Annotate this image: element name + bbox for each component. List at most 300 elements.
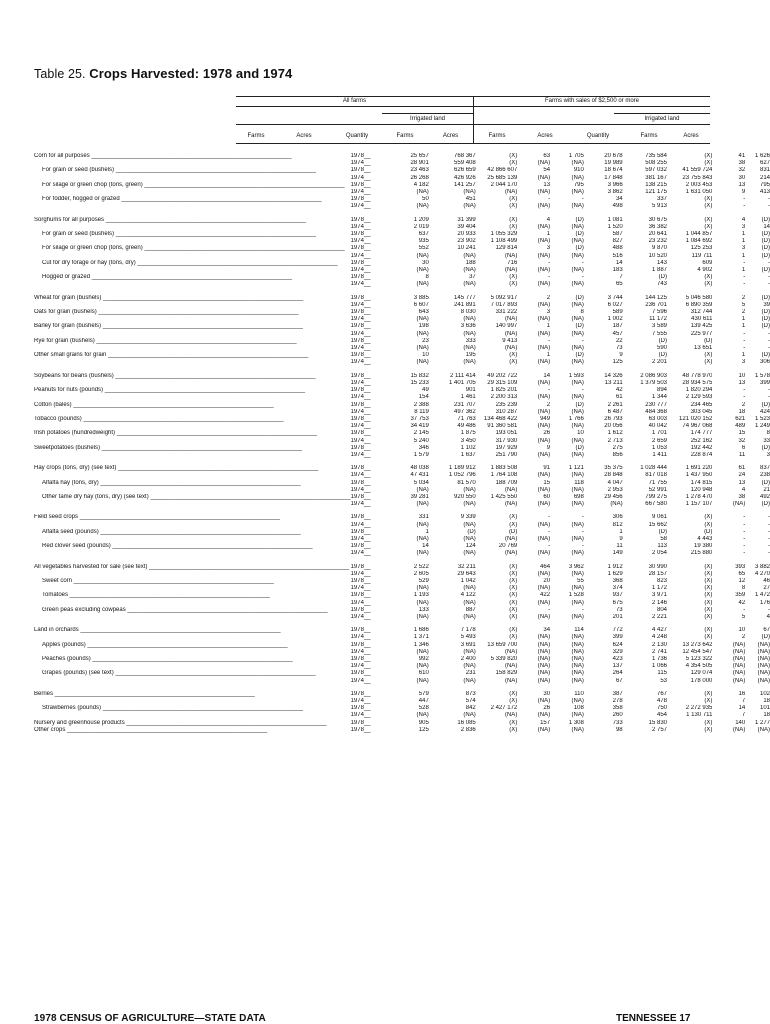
table-cell: 30	[422, 259, 429, 266]
table-cell: 1 825 201	[490, 387, 518, 394]
table-cell: 387	[612, 690, 623, 697]
table-cell: (NA)	[537, 521, 551, 528]
table-cell: (D)	[575, 352, 584, 359]
table-cell: 13	[738, 479, 746, 486]
row-label	[34, 494, 351, 501]
row-label-text: Hay crops (tons, dry) (see text)	[34, 465, 117, 472]
table-cell: -	[743, 330, 746, 337]
table-heading: Crops Harvested: 1978 and 1974	[89, 66, 293, 81]
table-cell: 38	[738, 493, 746, 500]
table-cell: 574	[465, 698, 476, 705]
table-cell: 1 626	[754, 153, 770, 159]
table-cell: (NA)	[571, 641, 584, 648]
table-row	[34, 465, 770, 472]
dot-leader: ____________________________________________________________	[85, 641, 288, 648]
row-label	[34, 578, 351, 585]
table-cell: (D)	[761, 267, 770, 274]
row-label	[34, 423, 351, 430]
row-label	[34, 231, 351, 238]
table-cell: -	[743, 394, 746, 401]
table-cell: 905	[418, 719, 429, 726]
table-cell: 698	[573, 493, 584, 500]
table-cell: 15 832	[410, 372, 429, 379]
table-row	[34, 536, 770, 543]
row-year: 1974__	[350, 189, 371, 196]
table-cell: 29 456	[604, 493, 623, 500]
table-cell: (NA)	[571, 599, 584, 606]
table-cell: (NA)	[416, 281, 429, 288]
table-cell: 214	[759, 174, 770, 181]
table-cell: (NA)	[571, 203, 584, 210]
table-cell: (X)	[704, 160, 713, 167]
dot-leader: ____________________________________________________________	[113, 372, 316, 379]
table-cell: (NA)	[463, 712, 476, 719]
table-cell: (NA)	[537, 281, 551, 288]
table-cell: 13 659 700	[487, 641, 518, 648]
table-cell: 4	[766, 613, 770, 620]
table-cell: 10	[738, 372, 746, 379]
row-year: 1974__	[350, 599, 371, 606]
row-year: 1978__	[350, 577, 371, 584]
table-cell: 579	[418, 690, 429, 697]
row-year: 1978__	[350, 274, 371, 281]
table-cell: (NA)	[571, 634, 584, 641]
table-cell: 1 411	[652, 451, 667, 458]
table-cell: (NA)	[571, 423, 584, 430]
table-cell: (X)	[704, 359, 713, 366]
table-cell: 5 092 917	[490, 294, 518, 301]
row-label	[34, 656, 351, 663]
dot-leader: ____________________________________________________________	[106, 352, 309, 359]
table-cell: 1	[425, 528, 429, 535]
row-label	[34, 281, 351, 288]
row-year: 1978__	[350, 705, 371, 712]
table-cell: (X)	[704, 613, 713, 620]
table-cell: 13	[738, 181, 746, 188]
table-cell: 3 971	[651, 592, 667, 599]
table-cell: 74 967 068	[682, 423, 713, 430]
table-cell: (X)	[704, 627, 713, 634]
table-cell: 1 028 444	[640, 465, 667, 472]
row-year: 1974__	[350, 252, 371, 259]
row-label	[34, 182, 351, 189]
table-cell: (NA)	[463, 281, 476, 288]
row-label	[34, 712, 351, 719]
table-cell: 454	[656, 712, 667, 719]
table-cell: (D)	[467, 528, 476, 535]
table-cell: 424	[759, 408, 770, 415]
row-year: 1974__	[350, 663, 371, 670]
table-cell: 7	[741, 698, 746, 705]
row-label	[34, 550, 351, 557]
row-year: 1974__	[350, 316, 371, 323]
table-cell: 4 248	[651, 634, 667, 641]
table-cell: 1 379 503	[640, 379, 667, 386]
table-cell: 1	[546, 352, 551, 359]
row-year: 1978__	[350, 231, 371, 238]
table-cell: 234 465	[690, 401, 713, 408]
row-label	[34, 438, 351, 445]
table-cell: 795	[759, 181, 770, 188]
table-cell: (NA)	[416, 712, 429, 719]
table-cell: 559 408	[454, 160, 476, 167]
table-cell: (NA)	[571, 379, 584, 386]
table-cell: -	[548, 387, 551, 394]
row-label	[34, 203, 351, 210]
table-cell: (NA)	[504, 712, 518, 719]
table-cell: 1 593	[568, 372, 584, 379]
table-cell: 1 209	[413, 216, 429, 223]
table-cell: 1 108 499	[490, 238, 518, 245]
table-cell: 312 744	[690, 309, 713, 316]
table-cell: (D)	[658, 528, 667, 535]
table-cell: 251 790	[495, 451, 518, 458]
table-cell: (D)	[761, 245, 770, 252]
table-cell: 552	[418, 245, 429, 252]
table-cell: -	[768, 606, 770, 613]
table-cell: 9 339	[460, 514, 476, 521]
row-label-text: For grain or seed (bushels)	[42, 167, 115, 174]
row-label	[34, 245, 351, 252]
row-year: 1974__	[350, 550, 371, 557]
table-cell: 7	[741, 712, 746, 719]
table-cell: (X)	[704, 274, 713, 281]
table-cell: 110	[574, 690, 584, 697]
row-year: 1974__	[350, 634, 371, 641]
table-cell: 41 559 724	[682, 167, 713, 174]
table-cell: 1 629	[607, 570, 623, 577]
table-cell: 2 003 453	[685, 181, 713, 188]
table-cell: (NA)	[571, 267, 584, 274]
table-cell: (D)	[761, 216, 770, 223]
row-year: 1974__	[350, 408, 371, 415]
table-cell: (NA)	[571, 486, 584, 493]
row-label	[34, 529, 351, 536]
row-label	[34, 514, 351, 521]
row-year: 1974__	[350, 267, 371, 274]
table-cell: 10	[738, 627, 746, 634]
table-cell: 1 344	[651, 394, 667, 401]
table-cell: 145 777	[454, 294, 476, 301]
row-label	[34, 649, 351, 656]
table-cell: 38	[738, 160, 746, 167]
table-cell: -	[743, 550, 746, 557]
table-cell: 34	[543, 627, 551, 634]
table-cell: 831	[759, 167, 770, 174]
table-cell: 23 463	[410, 167, 429, 174]
row-year: 1978__	[350, 352, 371, 359]
row-label-text: Strawberries (pounds)	[42, 705, 102, 712]
header-rule-2	[236, 106, 710, 107]
table-cell: 14	[763, 223, 770, 230]
table-cell: (X)	[509, 592, 518, 599]
table-cell: 842	[465, 705, 476, 712]
table-cell: 413	[759, 189, 770, 196]
table-cell: (NA)	[537, 634, 551, 641]
row-year: 1974__	[350, 698, 371, 705]
table-cell: 9	[546, 444, 551, 451]
table-cell: -	[768, 514, 770, 521]
table-cell: (D)	[761, 294, 770, 301]
row-year: 1974__	[350, 613, 371, 620]
table-cell: 18	[763, 712, 770, 719]
table-cell: 1 066	[651, 663, 667, 670]
table-cell: 2 145	[413, 430, 429, 437]
row-year: 1974__	[350, 379, 371, 386]
table-cell: 624	[612, 641, 623, 648]
table-cell: -	[743, 606, 746, 613]
table-cell: (NA)	[416, 648, 429, 655]
header-irrigated-rule-1	[382, 113, 473, 114]
dot-leader: ____________________________________________________________	[98, 479, 301, 486]
table-cell: 13 273 642	[682, 641, 713, 648]
table-cell: 488	[612, 245, 623, 252]
table-cell: 799 275	[645, 493, 667, 500]
table-cell: 13 211	[604, 379, 623, 386]
table-cell: (NA)	[463, 501, 476, 508]
table-cell: 124	[465, 543, 476, 550]
table-cell: 13	[543, 181, 551, 188]
table-cell: -	[768, 330, 770, 337]
table-cell: 4 902	[697, 267, 713, 274]
row-year: 1974__	[350, 174, 371, 181]
row-label	[34, 175, 351, 182]
table-cell: (X)	[704, 690, 713, 697]
table-row	[34, 607, 770, 614]
table-cell: 5 339 820	[490, 656, 518, 662]
row-label-text: Wheat for grain (bushels)	[34, 294, 102, 301]
table-row	[34, 359, 770, 366]
row-year: 1978__	[350, 153, 371, 159]
table-cell: 53	[660, 677, 667, 684]
table-cell: 58	[660, 535, 667, 542]
row-label-text: Other crops	[34, 726, 66, 733]
table-cell: (X)	[509, 570, 518, 577]
table-cell: 39	[763, 301, 770, 308]
table-cell: (D)	[575, 245, 584, 252]
table-cell: (X)	[509, 690, 518, 697]
table-cell: (NA)	[537, 316, 551, 323]
table-cell: 2	[741, 634, 746, 641]
table-cell: 447	[418, 698, 429, 705]
table-cell: 735 584	[645, 153, 667, 159]
dot-leader: ____________________________________________________________	[78, 514, 280, 521]
row-label	[34, 465, 351, 472]
table-cell: 1 578	[754, 372, 770, 379]
table-cell: (X)	[509, 274, 518, 281]
table-cell: 125	[418, 726, 429, 733]
table-cell: 143	[656, 259, 667, 266]
table-cell: (X)	[509, 613, 518, 620]
table-cell: (NA)	[537, 301, 551, 308]
table-cell: 368	[612, 577, 623, 584]
table-cell: -	[768, 535, 770, 542]
table-cell: 1 189 912	[449, 465, 476, 472]
table-row	[34, 203, 770, 210]
table-cell: 23	[422, 337, 429, 344]
table-cell: 464	[540, 563, 551, 570]
table-cell: 2 388	[413, 401, 429, 408]
row-year: 1974__	[350, 585, 371, 592]
table-cell: (NA)	[416, 359, 429, 366]
table-cell: 39 281	[410, 493, 429, 500]
table-cell: (NA)	[416, 189, 429, 196]
row-label-text: Barley for grain (bushels)	[34, 323, 102, 330]
table-cell: 2 836	[460, 726, 476, 733]
dot-leader: ____________________________________________________________	[94, 337, 297, 344]
table-row	[34, 670, 770, 677]
table-cell: (X)	[509, 196, 518, 203]
table-row	[34, 487, 770, 494]
table-row	[34, 267, 770, 274]
dot-leader: ____________________________________________________________	[142, 181, 345, 188]
header-irrigated-land-2: Irrigated land	[644, 116, 680, 122]
table-cell: (NA)	[571, 550, 584, 557]
table-cell: 34	[615, 196, 623, 203]
table-cell: 4 122	[460, 592, 476, 599]
table-cell: 25 657	[410, 153, 429, 159]
row-label	[34, 487, 351, 494]
table-cell: 1 425 550	[490, 493, 518, 500]
col-sales-acres: Acres	[537, 133, 553, 139]
table-cell: 1 875	[460, 430, 476, 437]
table-cell: (NA)	[610, 501, 623, 508]
table-cell: -	[768, 528, 770, 535]
header-rule-3	[236, 124, 710, 125]
table-cell: 716	[507, 259, 518, 266]
row-label	[34, 316, 351, 323]
table-cell: -	[768, 274, 770, 281]
table-cell: 26 793	[604, 415, 623, 422]
table-cell: (NA)	[416, 521, 429, 528]
table-cell: (NA)	[571, 670, 584, 677]
row-year: 1974__	[350, 345, 371, 352]
table-cell: 264	[612, 670, 623, 677]
table-cell: 140 997	[495, 323, 518, 330]
table-row	[34, 224, 770, 231]
table-cell: 65	[738, 570, 746, 577]
row-label	[34, 224, 351, 231]
dot-leader: ____________________________________________________________	[101, 705, 303, 712]
table-cell: (NA)	[537, 570, 551, 577]
table-cell: 626 659	[454, 167, 476, 174]
table-row	[34, 663, 770, 670]
table-cell: 1	[741, 238, 746, 245]
table-cell: (X)	[704, 203, 713, 210]
table-cell: (NA)	[571, 345, 584, 352]
table-row	[34, 571, 770, 578]
table-cell: (NA)	[757, 677, 770, 684]
row-label-text: Sorghums for all purposes	[34, 216, 105, 223]
table-cell: 489	[735, 423, 746, 430]
row-label	[34, 691, 351, 698]
table-cell: 30 990	[648, 563, 667, 570]
table-cell: 823	[656, 577, 667, 584]
table-row	[34, 614, 770, 621]
table-cell: 2 741	[651, 648, 667, 655]
table-cell: 768 367	[454, 153, 476, 159]
table-cell: 49 486	[457, 423, 476, 430]
table-cell: 188 709	[495, 479, 518, 486]
row-label	[34, 416, 351, 423]
table-cell: 4 443	[697, 535, 713, 542]
table-cell: 61	[615, 394, 623, 401]
table-cell: 1 631 050	[685, 189, 713, 196]
row-label-text: Berries	[34, 690, 54, 697]
table-cell: -	[581, 514, 584, 521]
row-year: 1978__	[350, 259, 371, 266]
table-row	[34, 720, 770, 727]
table-cell: (NA)	[504, 267, 518, 274]
row-label	[34, 607, 351, 614]
table-cell: 804	[656, 606, 667, 613]
table-cell: 743	[656, 281, 667, 288]
table-cell: 10	[422, 352, 429, 359]
table-cell: 1 912	[607, 563, 623, 570]
table-row	[34, 387, 770, 394]
table-cell: -	[768, 196, 770, 203]
table-cell: (D)	[508, 528, 518, 535]
table-cell: 67	[615, 677, 623, 684]
table-cell: (NA)	[537, 189, 551, 196]
table-cell: (X)	[704, 599, 713, 606]
row-label	[34, 536, 351, 543]
col-farms: Farms	[247, 133, 265, 139]
row-year: 1978__	[350, 294, 371, 301]
table-cell: 423	[612, 656, 623, 662]
table-row	[34, 727, 770, 734]
table-cell: (NA)	[537, 550, 551, 557]
row-label	[34, 571, 351, 578]
table-cell: 358	[612, 705, 623, 712]
table-cell: 193 051	[495, 430, 518, 437]
table-cell: 2 605	[413, 570, 429, 577]
table-cell: (NA)	[463, 613, 476, 620]
table-cell: 54	[543, 167, 551, 174]
col-sales-farms: Farms	[488, 133, 506, 139]
table-cell: 9	[619, 352, 623, 359]
table-cell: (X)	[509, 160, 518, 167]
table-cell: 750	[656, 705, 667, 712]
table-cell: 42	[615, 387, 623, 394]
row-year: 1974__	[350, 223, 371, 230]
table-cell: 2 200 313	[490, 394, 518, 401]
table-cell: 91 360 581	[487, 423, 518, 430]
row-label-text: Rye for grain (bushels)	[34, 337, 95, 344]
row-label-text: Green peas excluding cowpeas	[42, 606, 126, 613]
table-cell: (NA)	[504, 330, 518, 337]
table-cell: 55	[577, 577, 584, 584]
table-cell: (NA)	[463, 203, 476, 210]
dot-leader: ____________________________________________________________	[78, 627, 281, 634]
table-cell: 18	[738, 408, 746, 415]
table-cell: 430 611	[691, 316, 713, 323]
table-cell: (NA)	[416, 550, 429, 557]
row-label	[34, 663, 351, 670]
table-cell: 144 125	[645, 294, 667, 301]
table-cell: 37	[469, 274, 476, 281]
table-cell: 32	[738, 437, 746, 444]
table-cell: 812	[612, 521, 623, 528]
table-cell: (NA)	[463, 189, 476, 196]
table-cell: (NA)	[537, 394, 551, 401]
table-row	[34, 352, 770, 359]
table-cell: (NA)	[463, 599, 476, 606]
table-cell: (NA)	[537, 712, 551, 719]
table-cell: (NA)	[571, 330, 584, 337]
table-cell: 587	[612, 231, 623, 238]
table-cell: 48 778 970	[682, 372, 713, 379]
